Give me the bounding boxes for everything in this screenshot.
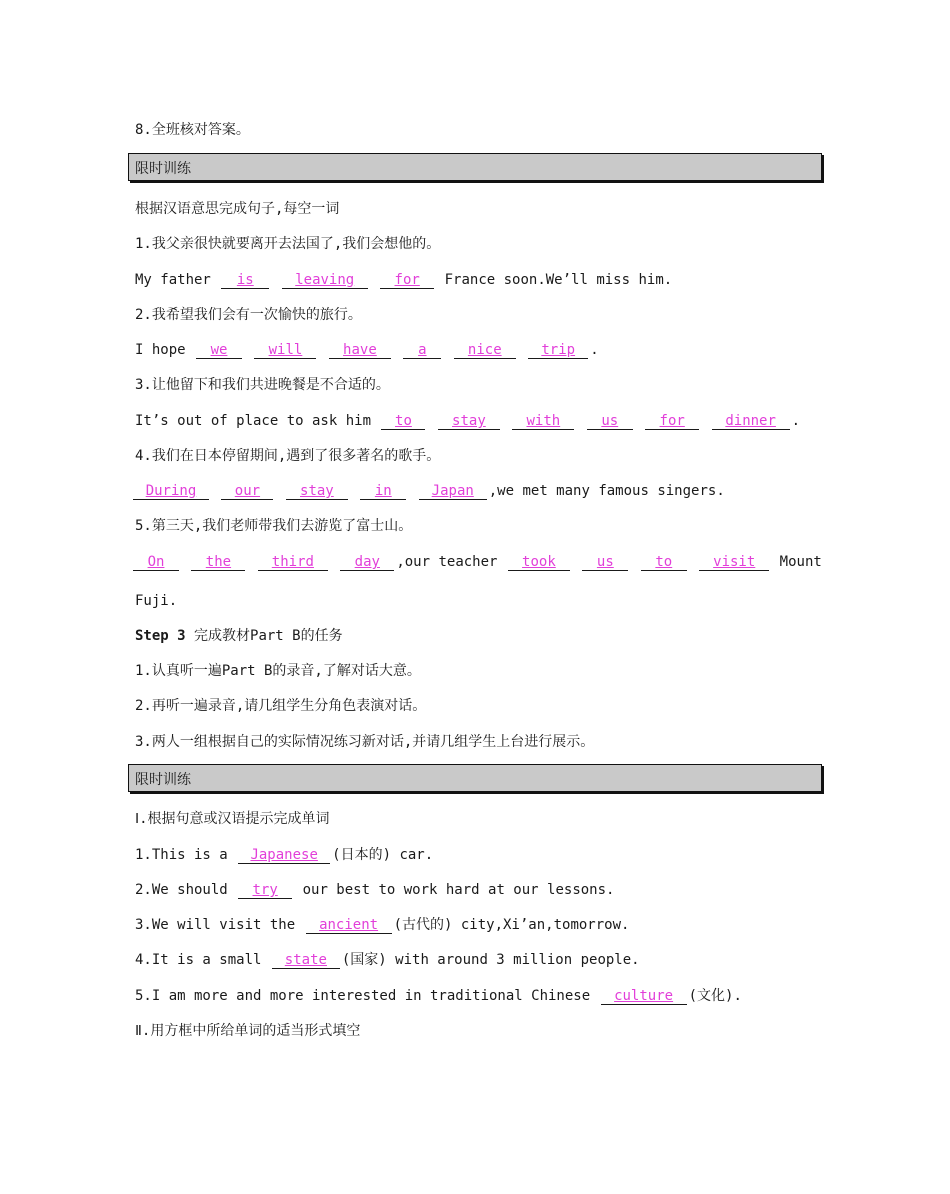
step3-label: Step 3 [135,628,186,644]
item1-prefix: My father [135,272,211,288]
answer-blank: we [196,343,242,359]
answer-blank: us [587,414,633,430]
item3-suffix: . [791,413,801,429]
answer-blank: stay [286,484,348,500]
answer-blank: leaving [282,273,368,289]
item3-chinese: 3.让他留下和我们共进晚餐是不合适的。 [135,377,390,393]
answer-blank: is [221,273,269,289]
answer-blank: for [645,414,699,430]
answer-blank: us [582,555,628,571]
answer-blank: culture [601,989,687,1005]
part1-title: Ⅰ.根据句意或汉语提示完成单词 [135,811,330,827]
answer-blank: took [508,555,570,571]
item1-chinese: 1.我父亲很快就要离开去法国了,我们会想他的。 [135,236,441,252]
answer-blank: for [380,273,434,289]
item2-suffix: . [590,342,599,358]
section-bar-title: 限时训练 [135,772,191,788]
item5-middle: ,our teacher [396,554,498,570]
answer-blank: dinner [712,414,790,430]
item3-sentence [135,411,800,431]
answer-blank: to [381,414,425,430]
answer-blank: with [512,414,574,430]
item2-sentence [135,340,599,360]
item4-chinese: 4.我们在日本停留期间,遇到了很多著名的歌手。 [135,448,441,464]
section1-instruction: 根据汉语意思完成句子,每空一词 [135,201,340,217]
word-item-prefix: 3.We will visit the [135,917,296,933]
step3-heading [135,626,343,646]
answer-blank: the [191,555,245,571]
word-item-5 [135,986,742,1006]
word-item-prefix: 5.I am more and more interested in traditional Chinese [135,988,591,1004]
answer-blank: will [254,343,316,359]
word-item-suffix: (日本的) car. [332,847,434,863]
answer-blank: our [221,484,273,500]
answer-blank: have [329,343,391,359]
answer-blank: nice [454,343,516,359]
answer-blank: a [403,343,441,359]
step3-item-3: 3.两人一组根据自己的实际情况练习新对话,并请几组学生上台进行展示。 [135,734,595,750]
answer-blank: day [340,555,394,571]
item5-continuation: Fuji. [135,593,178,609]
item4-suffix: ,we met many famous singers. [488,483,725,499]
word-item-suffix: (国家) with around 3 million people. [341,952,640,968]
section-bar-timed-practice-2 [128,764,822,792]
answer-blank: During [133,484,209,500]
word-item-suffix: (古代的) city,Xi’an,tomorrow. [393,917,630,933]
answer-blank: trip [528,343,588,359]
word-item-prefix: 4.It is a small [135,952,262,968]
item5-suffix: Mount [779,554,822,570]
answer-blank: Japan [419,484,487,500]
step3-title: 完成教材Part B的任务 [194,628,343,644]
item5-sentence [133,552,822,572]
item2-prefix: I hope [135,342,186,358]
answer-blank: Japanese [238,848,330,864]
item1-sentence [135,270,672,290]
answer-blank: to [641,555,687,571]
item5-chinese: 5.第三天,我们老师带我们去游览了富士山。 [135,518,413,534]
section-bar-timed-practice-1 [128,153,822,181]
answer-blank: try [238,883,292,899]
section-bar-title: 限时训练 [135,161,191,177]
word-item-2 [135,880,614,900]
word-item-1 [135,845,433,865]
word-item-3 [135,915,629,935]
item1-suffix: France soon.We’ll miss him. [444,272,673,288]
word-item-suffix: (文化). [688,988,742,1004]
answer-blank: state [272,953,340,969]
word-item-suffix: our best to work hard at our lessons. [302,882,615,898]
word-item-prefix: 1.This is a [135,847,228,863]
step3-item-2: 2.再听一遍录音,请几组学生分角色表演对话。 [135,698,427,714]
answer-blank: visit [699,555,769,571]
item4-sentence [133,481,725,501]
word-item-4 [135,950,640,970]
item3-prefix: It’s out of place to ask him [135,413,372,429]
item2-chinese: 2.我希望我们会有一次愉快的旅行。 [135,307,362,323]
answer-blank: On [133,555,179,571]
part2-title: Ⅱ.用方框中所给单词的适当形式填空 [135,1023,361,1039]
answer-blank: in [360,484,406,500]
answer-blank: third [258,555,328,571]
word-item-prefix: 2.We should [135,882,228,898]
answer-blank: ancient [306,918,392,934]
step3-item-1: 1.认真听一遍Part B的录音,了解对话大意。 [135,663,421,679]
answer-blank: stay [438,414,500,430]
step8-text: 8.全班核对答案。 [135,122,250,138]
